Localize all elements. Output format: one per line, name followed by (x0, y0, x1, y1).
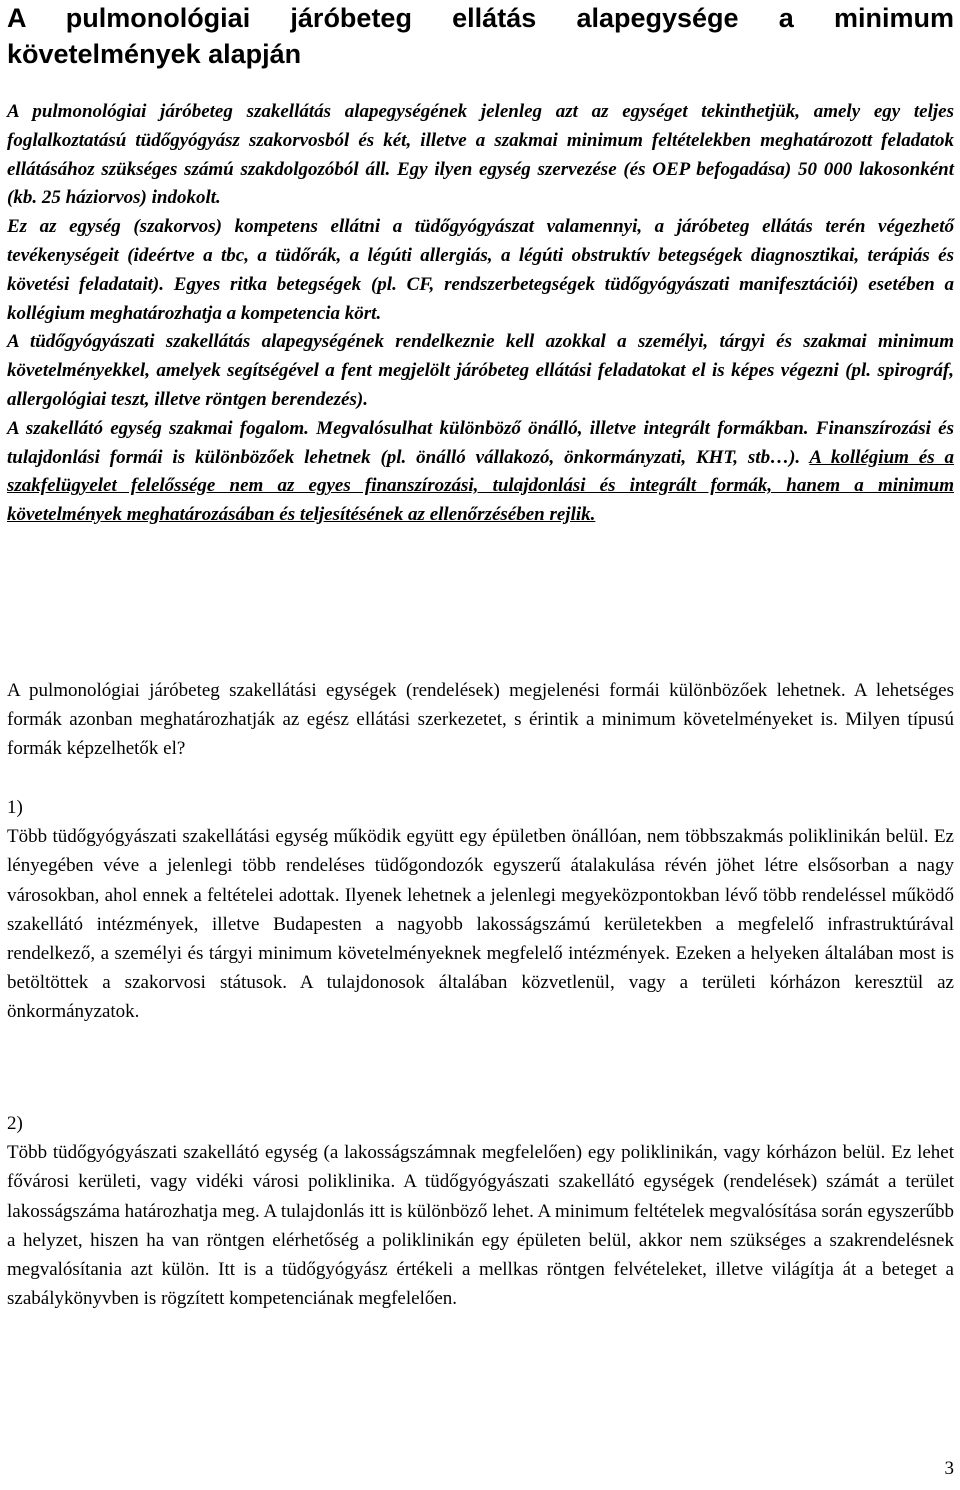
list-item-text: Több tüdőgyógyászati szakellátó egység (a lakosságszámnak megfelelően) egy poliklinikán, vagy kórházon belül. Ez lehet fővárosi kerületi, vagy vidéki városi poliklinika. A tüdőgyógyászati szakellátó egységek (rendelések) számát a terület lakosságszáma határozhatja meg. A tulajdonlás itt is különböző lehet. A minimum feltételek megvalósítása során egyszerűbb a helyzet, hiszen ha van röntgen elérhetőség a poliklinikán egy épületen belül, akkor nem szükséges a szakrendelésnek megvalósítania azt külön. Itt is a tüdőgyógyász értékeli a mellkas röntgen felvételeket, illetve világítja át a beteget a szabálykönyvben is rögzített kompetenciának megfelelően. (7, 1142, 954, 1310)
intro-paragraph-1: A pulmonológiai járóbeteg szakellátás alapegységének jelenleg azt az egységet tekinthetjük, amely egy teljes foglalkoztatású tüdőgyógyász szakorvosból és két, illetve a szakmai minimum feltételekben meghatározott feladatok ellátásához szükséges számú szakdolgozóból áll. Egy ilyen egység szervezése (és OEP befogadása) 50 000 lakosonként (kb. 25 háziorvos) indokolt. (7, 101, 954, 209)
intro-paragraph-4 (7, 415, 954, 530)
document-page (7, 0, 954, 1310)
section-intro-paragraph: A pulmonológiai járóbeteg szakellátási egységek (rendelések) megjelenési formái különbözőek lehetnek. A lehetséges formák azonban meghatározhatják az egész ellátási szerkezetet, s érintik a minimum követelményeket is. Milyen típusú formák képzelhetők el? (7, 680, 954, 760)
list-item-2 (7, 1109, 954, 1313)
list-item-number: 2) (7, 1113, 23, 1134)
list-item-text: Több tüdőgyógyászati szakellátási egység működik együtt egy épületben önállóan, nem többszakmás poliklinikán belül. Ez lényegében véve a jelenlegi több rendeléses tüdőgondozók egyszerű átalakulása révén jöhet létre elsősorban a nagy városokban, ahol ennek a feltételei adottak. Ilyenek lehetnek a jelenlegi megyeközpontokban lévő több rendeléssel működő szakellátó intézmények, illetve Budapesten a nagyobb lakosságszámú kerületekben a megfelelő infrastruktúrával rendelkező, a személyi és tárgyi minimum követelményeknek megfelelő intézmények. Ezeken a helyeken általában most is betöltöttek a szakorvosi státusok. A tulajdonosok általában közvetlenül, vagy a területi kórházon keresztül az önkormányzatok. (7, 826, 954, 1023)
list-item-1 (7, 793, 954, 1027)
section-intro-block (7, 676, 954, 764)
intro-paragraph-4-underlined: A kollégium és a szakfelügyelet felelőssége nem az egyes finanszírozási, tulajdonlási és integrált formák, hanem a minimum követelmények meghatározásában és teljesítésének az ellenőrzésében rejlik. (7, 446, 954, 526)
intro-paragraph-4-text: A szakellátó egység szakmai fogalom. Megvalósulhat különböző önálló, illetve integrált formákban. Finanszírozási és tulajdonlási formái is különbözőek lehetnek (pl. önálló vállakozó, önkormányzati, KHT, stb…). (7, 417, 954, 468)
page-number: 3 (944, 1458, 954, 1479)
intro-paragraph-2: Ez az egység (szakorvos) kompetens ellátni a tüdőgyógyászat valamennyi, a járóbeteg ellátás terén végezhető tevékenységeit (ideértve a tbc, a tüdőrák, a légúti allergiás, a légúti obstruktív betegségek diagnosztikai, terápiás és követési feladatait). Egyes ritka betegségek (pl. CF, rendszerbetegségek tüdőgyógyászati manifesztációi) esetében a kollégium meghatározhatja a kompetencia kört. (7, 216, 954, 324)
intro-paragraph-3: A tüdőgyógyászati szakellátás alapegységének rendelkeznie kell azokkal a személyi, tárgyi és szakmai minimum követelményekkel, amelyek segítségével a fent megjelölt járóbeteg ellátási feladatokat el is képes végezni (pl. spirográf, allergológiai teszt, illetve röntgen berendezés). (7, 331, 954, 410)
intro-section (7, 98, 954, 530)
list-item-number: 1) (7, 797, 23, 818)
document-title: A pulmonológiai járóbeteg ellátás alapegysége a minimum követelmények alapján (7, 3, 954, 69)
